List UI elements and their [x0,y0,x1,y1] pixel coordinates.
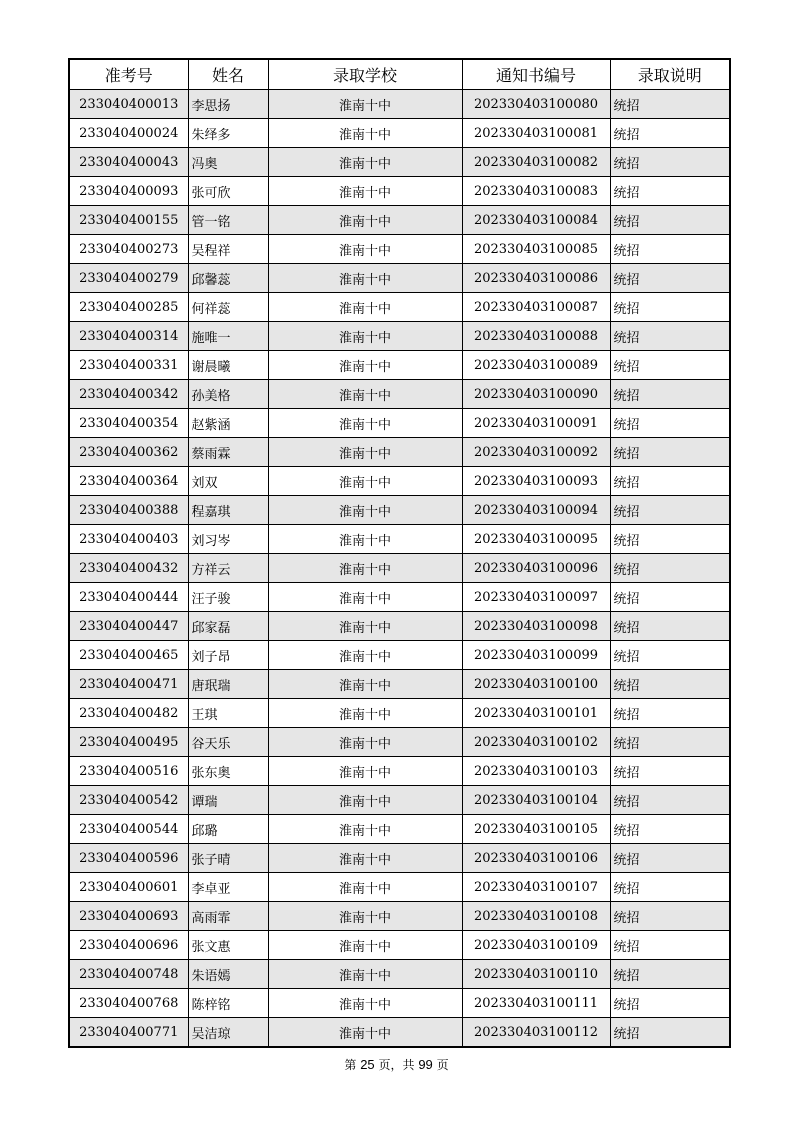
cell-admission-note: 统招 [610,235,730,264]
table-row [69,351,730,380]
table-row [69,670,730,699]
cell-school: 淮南十中 [268,1018,462,1048]
table-row [69,235,730,264]
cell-notice-number: 202330403100091 [462,409,610,438]
cell-exam-id: 233040400314 [69,322,188,351]
cell-name: 谭瑞 [188,786,268,815]
cell-admission-note: 统招 [610,815,730,844]
table-row [69,409,730,438]
cell-notice-number: 202330403100082 [462,148,610,177]
table-row [69,815,730,844]
table-row [69,931,730,960]
table-row [69,554,730,583]
cell-notice-number: 202330403100095 [462,525,610,554]
cell-admission-note: 统招 [610,873,730,902]
table-row [69,438,730,467]
table-row [69,1018,730,1048]
cell-admission-note: 统招 [610,670,730,699]
cell-notice-number: 202330403100104 [462,786,610,815]
cell-school: 淮南十中 [268,612,462,641]
cell-name: 谢晨曦 [188,351,268,380]
cell-exam-id: 233040400403 [69,525,188,554]
cell-notice-number: 202330403100097 [462,583,610,612]
cell-admission-note: 统招 [610,177,730,206]
cell-school: 淮南十中 [268,641,462,670]
table-row [69,902,730,931]
cell-school: 淮南十中 [268,90,462,119]
cell-notice-number: 202330403100110 [462,960,610,989]
cell-notice-number: 202330403100081 [462,119,610,148]
cell-exam-id: 233040400768 [69,989,188,1018]
table-body [69,90,730,1048]
footer-page-number: 25 [360,1057,375,1072]
cell-admission-note: 统招 [610,931,730,960]
page-footer [0,1056,793,1073]
cell-admission-note: 统招 [610,902,730,931]
cell-school: 淮南十中 [268,177,462,206]
cell-notice-number: 202330403100087 [462,293,610,322]
cell-exam-id: 233040400601 [69,873,188,902]
cell-admission-note: 统招 [610,467,730,496]
cell-exam-id: 233040400279 [69,264,188,293]
cell-admission-note: 统招 [610,119,730,148]
cell-school: 淮南十中 [268,525,462,554]
cell-notice-number: 202330403100098 [462,612,610,641]
cell-admission-note: 统招 [610,583,730,612]
cell-exam-id: 233040400432 [69,554,188,583]
cell-admission-note: 统招 [610,554,730,583]
cell-notice-number: 202330403100093 [462,467,610,496]
cell-notice-number: 202330403100111 [462,989,610,1018]
cell-name: 施唯一 [188,322,268,351]
cell-name: 李思扬 [188,90,268,119]
table-row [69,641,730,670]
cell-name: 陈梓铭 [188,989,268,1018]
cell-school: 淮南十中 [268,873,462,902]
admission-table [68,58,731,1048]
cell-admission-note: 统招 [610,206,730,235]
cell-exam-id: 233040400273 [69,235,188,264]
footer-middle: 页，共 [378,1058,415,1072]
cell-notice-number: 202330403100105 [462,815,610,844]
cell-school: 淮南十中 [268,380,462,409]
cell-exam-id: 233040400155 [69,206,188,235]
cell-name: 王琪 [188,699,268,728]
table-row [69,206,730,235]
cell-notice-number: 202330403100099 [462,641,610,670]
cell-name: 朱语嫣 [188,960,268,989]
cell-school: 淮南十中 [268,786,462,815]
cell-admission-note: 统招 [610,960,730,989]
cell-exam-id: 233040400354 [69,409,188,438]
cell-exam-id: 233040400771 [69,1018,188,1048]
cell-school: 淮南十中 [268,438,462,467]
cell-admission-note: 统招 [610,757,730,786]
cell-name: 何祥蕊 [188,293,268,322]
table-row [69,728,730,757]
cell-notice-number: 202330403100094 [462,496,610,525]
cell-notice-number: 202330403100096 [462,554,610,583]
cell-school: 淮南十中 [268,467,462,496]
header-admission-note: 录取说明 [610,59,730,90]
cell-exam-id: 233040400285 [69,293,188,322]
cell-school: 淮南十中 [268,960,462,989]
cell-school: 淮南十中 [268,409,462,438]
table-row [69,786,730,815]
cell-name: 吴程祥 [188,235,268,264]
cell-admission-note: 统招 [610,612,730,641]
cell-notice-number: 202330403100109 [462,931,610,960]
table-row [69,583,730,612]
cell-name: 张可欣 [188,177,268,206]
cell-exam-id: 233040400596 [69,844,188,873]
cell-name: 邱家磊 [188,612,268,641]
cell-school: 淮南十中 [268,728,462,757]
cell-exam-id: 233040400362 [69,438,188,467]
cell-name: 邱馨蕊 [188,264,268,293]
cell-school: 淮南十中 [268,206,462,235]
cell-admission-note: 统招 [610,989,730,1018]
table-row [69,960,730,989]
cell-exam-id: 233040400444 [69,583,188,612]
cell-exam-id: 233040400342 [69,380,188,409]
cell-name: 张文惠 [188,931,268,960]
cell-admission-note: 统招 [610,380,730,409]
cell-exam-id: 233040400516 [69,757,188,786]
cell-school: 淮南十中 [268,699,462,728]
cell-name: 邱璐 [188,815,268,844]
footer-suffix: 页 [436,1058,449,1072]
header-exam-id: 准考号 [69,59,188,90]
table-row [69,525,730,554]
table-row [69,148,730,177]
table-row [69,380,730,409]
cell-admission-note: 统招 [610,293,730,322]
cell-exam-id: 233040400024 [69,119,188,148]
cell-notice-number: 202330403100085 [462,235,610,264]
cell-exam-id: 233040400696 [69,931,188,960]
cell-school: 淮南十中 [268,670,462,699]
cell-name: 汪子骏 [188,583,268,612]
cell-notice-number: 202330403100089 [462,351,610,380]
cell-exam-id: 233040400388 [69,496,188,525]
table-row [69,264,730,293]
cell-school: 淮南十中 [268,757,462,786]
cell-notice-number: 202330403100107 [462,873,610,902]
header-row [69,59,730,90]
cell-exam-id: 233040400471 [69,670,188,699]
cell-name: 张子晴 [188,844,268,873]
cell-school: 淮南十中 [268,148,462,177]
cell-exam-id: 233040400013 [69,90,188,119]
cell-admission-note: 统招 [610,496,730,525]
table-row [69,757,730,786]
cell-exam-id: 233040400447 [69,612,188,641]
cell-admission-note: 统招 [610,728,730,757]
cell-admission-note: 统招 [610,844,730,873]
cell-name: 方祥云 [188,554,268,583]
cell-name: 管一铭 [188,206,268,235]
cell-name: 朱绎多 [188,119,268,148]
cell-exam-id: 233040400093 [69,177,188,206]
cell-name: 李卓亚 [188,873,268,902]
cell-admission-note: 统招 [610,90,730,119]
cell-admission-note: 统招 [610,641,730,670]
cell-notice-number: 202330403100086 [462,264,610,293]
cell-admission-note: 统招 [610,438,730,467]
table-row [69,119,730,148]
cell-notice-number: 202330403100108 [462,902,610,931]
cell-school: 淮南十中 [268,554,462,583]
cell-school: 淮南十中 [268,119,462,148]
cell-school: 淮南十中 [268,931,462,960]
cell-admission-note: 统招 [610,699,730,728]
header-name: 姓名 [188,59,268,90]
cell-notice-number: 202330403100106 [462,844,610,873]
cell-school: 淮南十中 [268,322,462,351]
cell-exam-id: 233040400465 [69,641,188,670]
cell-name: 刘习岑 [188,525,268,554]
cell-notice-number: 202330403100101 [462,699,610,728]
cell-name: 吴洁琼 [188,1018,268,1048]
cell-exam-id: 233040400748 [69,960,188,989]
cell-notice-number: 202330403100103 [462,757,610,786]
cell-name: 程嘉琪 [188,496,268,525]
table-row [69,293,730,322]
cell-school: 淮南十中 [268,583,462,612]
table-row [69,467,730,496]
cell-name: 刘双 [188,467,268,496]
cell-admission-note: 统招 [610,264,730,293]
cell-exam-id: 233040400043 [69,148,188,177]
cell-name: 唐珉瑞 [188,670,268,699]
cell-notice-number: 202330403100088 [462,322,610,351]
cell-admission-note: 统招 [610,148,730,177]
cell-school: 淮南十中 [268,264,462,293]
cell-school: 淮南十中 [268,902,462,931]
cell-admission-note: 统招 [610,525,730,554]
cell-notice-number: 202330403100084 [462,206,610,235]
cell-school: 淮南十中 [268,844,462,873]
cell-name: 冯奥 [188,148,268,177]
cell-school: 淮南十中 [268,351,462,380]
cell-admission-note: 统招 [610,351,730,380]
cell-notice-number: 202330403100090 [462,380,610,409]
cell-name: 高雨霏 [188,902,268,931]
cell-notice-number: 202330403100102 [462,728,610,757]
header-notice-number: 通知书编号 [462,59,610,90]
table-row [69,496,730,525]
cell-name: 赵紫涵 [188,409,268,438]
footer-total-pages: 99 [418,1057,433,1072]
cell-name: 蔡雨霖 [188,438,268,467]
cell-school: 淮南十中 [268,235,462,264]
table-row [69,873,730,902]
cell-name: 孙美格 [188,380,268,409]
cell-school: 淮南十中 [268,496,462,525]
cell-notice-number: 202330403100083 [462,177,610,206]
table-row [69,989,730,1018]
cell-school: 淮南十中 [268,815,462,844]
table-row [69,177,730,206]
cell-name: 刘子昂 [188,641,268,670]
cell-exam-id: 233040400364 [69,467,188,496]
cell-exam-id: 233040400693 [69,902,188,931]
cell-school: 淮南十中 [268,989,462,1018]
cell-admission-note: 统招 [610,409,730,438]
cell-notice-number: 202330403100100 [462,670,610,699]
cell-exam-id: 233040400542 [69,786,188,815]
cell-name: 谷天乐 [188,728,268,757]
cell-exam-id: 233040400482 [69,699,188,728]
cell-admission-note: 统招 [610,786,730,815]
cell-exam-id: 233040400331 [69,351,188,380]
cell-name: 张东奥 [188,757,268,786]
cell-exam-id: 233040400544 [69,815,188,844]
cell-admission-note: 统招 [610,1018,730,1048]
table-row [69,844,730,873]
cell-exam-id: 233040400495 [69,728,188,757]
table-row [69,322,730,351]
table-row [69,90,730,119]
cell-school: 淮南十中 [268,293,462,322]
cell-notice-number: 202330403100092 [462,438,610,467]
cell-notice-number: 202330403100080 [462,90,610,119]
header-school: 录取学校 [268,59,462,90]
cell-notice-number: 202330403100112 [462,1018,610,1048]
table-row [69,612,730,641]
cell-admission-note: 统招 [610,322,730,351]
table-row [69,699,730,728]
footer-prefix: 第 [344,1058,357,1072]
